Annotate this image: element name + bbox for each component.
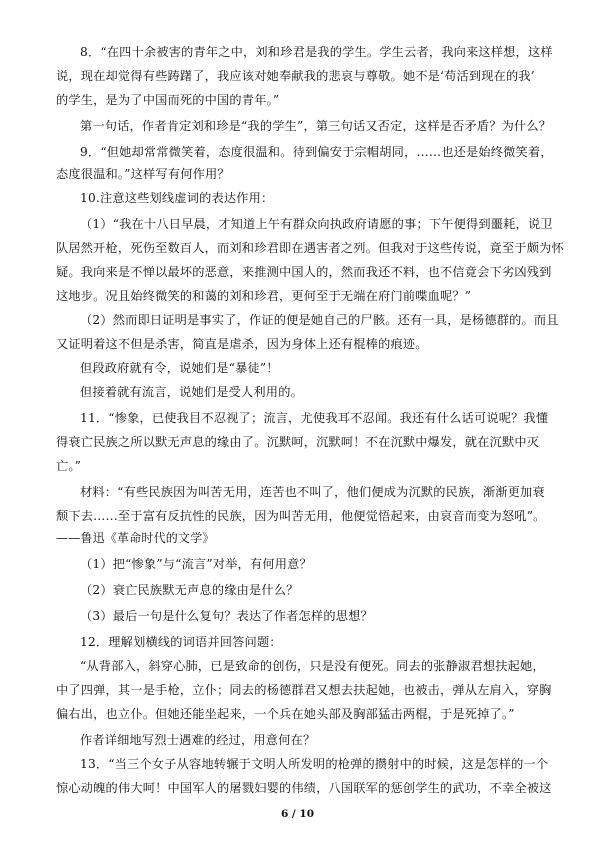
q12-quote-1: “从背部入，斜穿心肺，已是致命的创伤，只是没有便死。同去的张静淑君想扶起她， — [80, 659, 545, 673]
material-line-2: 颓下去……至于富有反抗性的民族，因为叫苦无用，他便觉悟起来，由哀音而变为怒吼”。 — [56, 509, 546, 523]
q12-heading: 12．理解划横线的词语并回答问题： — [80, 635, 282, 649]
q11-sub-1: （1）把“惨象”与“流言”对举，有何用意？ — [80, 557, 312, 571]
q10-1-line-2: 队居然开枪，死伤至数百人，而刘和珍君即在遇害者之列。但我对于这些传说，竟至于颇为怀 — [56, 241, 564, 255]
q8-line-1: 8．“在四十余被害的青年之中，刘和珍君是我的学生。学生云者，我向来这样想，这样 — [80, 45, 553, 59]
q12-quote-2: 中了四弹，其一是手枪，立仆；同去的杨德群君又想去扶起她，也被击，弹从左肩入，穿胸 — [56, 683, 552, 697]
q10-2-line-2: 又证明着这不但是杀害，简直是虐杀，因为身体上还有棍棒的痕迹。 — [56, 337, 428, 351]
q12-quote-3: 偏右出，也立仆。但她还能坐起来，一个兵在她头部及胸部猛击两棍，于是死掉了。” — [56, 707, 515, 721]
q8-line-3: 的学生，是为了中国而死的中国的青年。” — [56, 93, 280, 107]
q8-line-2: 说，现在却觉得有些踌躇了，我应该对她奉献我的悲哀与尊敬。她不是‘苟活到现在的我’ — [56, 69, 535, 83]
q10-2-line-1: （2）然而即日证明是事实了，作证的便是她自己的尸骸。还有一具，是杨德群的。而且 — [80, 313, 559, 327]
q13-line-1: 13．“当三个女子从容地转辗于文明人所发明的枪弹的攒射中的时候，这是怎样的一个 — [80, 757, 549, 771]
page-number: 6 / 10 — [280, 808, 315, 820]
q11-line-3: 亡。” — [56, 459, 82, 473]
q13-line-2: 惊心动魄的伟大呵！中国军人的屠戮妇婴的伟绩，八国联军的惩创学生的武功，不幸全被这 — [56, 781, 552, 795]
q11-sub-3: （3）最后一句是什么复句？表达了作者怎样的思想？ — [80, 609, 373, 623]
q11-line-1: 11．“惨象，已使我目不忍视了；流言，尤使我耳不忍闻。我还有什么话可说呢？我懂 — [80, 411, 549, 425]
material-line-1: 材料：“有些民族因为叫苦无用，连苦也不叫了，他们便成为沉默的民族，渐渐更加衰 — [80, 485, 545, 499]
q8-question: 第一句话，作者肯定刘和珍是“我的学生”，第三句话又否定，这样是否矛盾？为什么？ — [80, 119, 552, 133]
q10-1-line-1: （1）“我在十八日早晨，才知道上午有群众向执政府请愿的事；下午便得到噩耗，说卫 — [80, 217, 553, 231]
material-source: ——鲁迅《革命时代的文学》 — [56, 531, 215, 545]
q11-sub-2: （2）衰亡民族默无声息的缘由是什么？ — [80, 583, 299, 597]
q10-1-line-4: 这地步。况且始终微笑的和蔼的刘和珍君，更何至于无端在府门前喋血呢？” — [56, 289, 472, 303]
q10-heading: 10.注意这些划线虚词的表达作用： — [80, 191, 274, 205]
q12-question: 作者详细地写烈士遇难的经过，用意何在？ — [80, 733, 316, 747]
q10-2-line-3: 但段政府就有令，说她们是“暴徒”！ — [80, 361, 279, 375]
q9-line-1: 9．“但她却常常微笑着，态度很温和。待到偏安于宗帽胡同，……也还是始终微笑着， — [80, 145, 553, 159]
q9-line-2: 态度很温和。”这样写有何作用？ — [56, 167, 230, 181]
q10-2-line-4: 但接着就有流言，说她们是受人利用的。 — [80, 385, 303, 399]
q11-line-2: 得衰亡民族之所以默无声息的缘由了。沉默呵，沉默呵！不在沉默中爆发，就在沉默中灭 — [56, 435, 540, 449]
q10-1-line-3: 疑。我向来是不惮以最坏的恶意，来推测中国人的，然而我还不料，也不信竟会下劣凶残到 — [56, 265, 552, 279]
